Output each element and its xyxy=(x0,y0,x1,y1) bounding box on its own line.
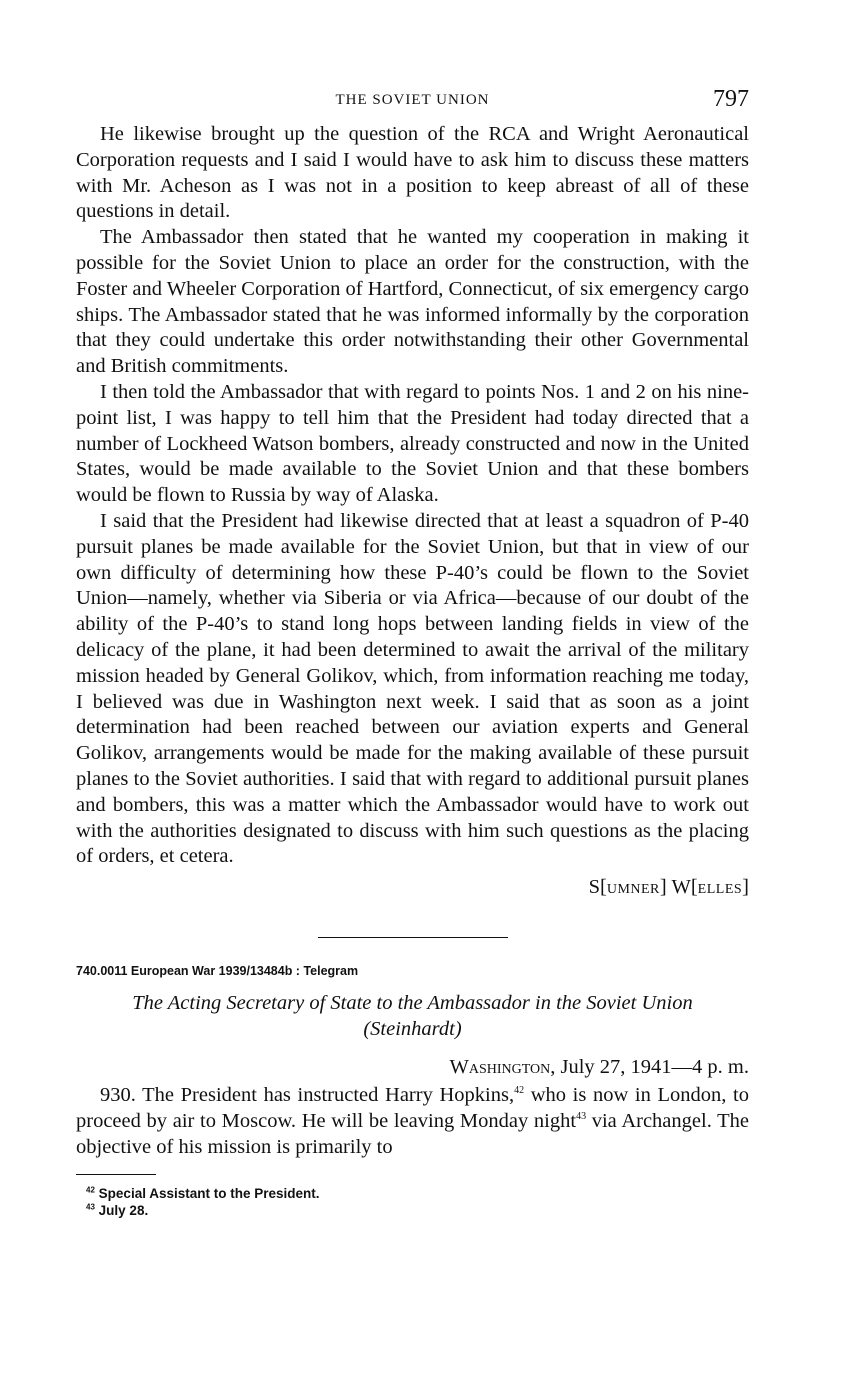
footnote-number: 42 xyxy=(86,1185,95,1195)
running-title: THE SOVIET UNION xyxy=(335,92,490,108)
signature-w-rest: ELLES xyxy=(697,882,743,898)
footnote-marker[interactable]: 43 xyxy=(576,1111,587,1123)
page-number: 797 xyxy=(713,86,749,112)
signature: S[UMNER] W[ELLES] xyxy=(588,876,749,899)
footnote-text: July 28. xyxy=(98,1203,149,1219)
footnote-text: Special Assistant to the President. xyxy=(98,1186,320,1202)
footnotes xyxy=(76,1185,749,1219)
dateline-date: July 27, 1941—4 p. m. xyxy=(560,1056,749,1079)
telegram-text: 930. The President has instructed Harry Hopkins, xyxy=(100,1084,515,1107)
dateline-place: Washington, xyxy=(449,1056,556,1079)
section-divider xyxy=(318,937,508,938)
footnote xyxy=(86,1202,749,1219)
document-title-line: The Acting Secretary of State to the Ambassador in the Soviet Union xyxy=(132,992,693,1015)
file-reference: 740.0011 European War 1939/13484b : Telegram xyxy=(76,964,359,979)
footnote-marker[interactable]: 42 xyxy=(514,1085,525,1097)
document-page xyxy=(76,86,749,1219)
document-title xyxy=(76,990,749,1042)
footnote-number: 43 xyxy=(86,1202,95,1212)
telegram-text: who is now in London, to proceed by air to Moscow. He will be leaving Monday night xyxy=(76,1084,750,1133)
paragraph: I said that the President had likewise directed that at least a squadron of P-40 pursuit planes be made available for the Soviet Union, but that in view of our own difficulty of determining how these P-40’s could be flown to the Soviet Union—namely, whether via Siberia or via Africa—because of our doubt of the ability of the P-40’s to stand long hops between landing fields in view of the delicacy of the plane, it had been determined to await the arrival of the military mission headed by General Golikov, which, from information reaching me today, I believed was due in Washington next week. I said that as soon as a joint determination had been reached between our aviation experts and General Golikov, arrangements would be made for the making available of these pursuit planes to the Soviet authorities. I said that with regard to additional pursuit planes and bombers, this was a matter which the Ambassador would have to work out with the authorities designated to discuss with him such questions as the placing of orders, et cetera. xyxy=(76,509,749,868)
running-header xyxy=(76,86,749,122)
telegram-body xyxy=(76,1082,749,1160)
paragraph: I then told the Ambassador that with regard to points Nos. 1 and 2 on his nine-point list, I was happy to tell him that the President had today directed that a number of Lockheed Watson bombers, already constructed and now in the United States, would be made available to the Soviet Union and that these bombers would be flown to Russia by way of Alaska. xyxy=(76,380,749,507)
dateline xyxy=(76,1054,749,1080)
telegram-text: via Archangel. The objective of his mission is primarily to xyxy=(76,1110,750,1159)
telegram-paragraph xyxy=(76,1082,749,1160)
footnote-divider xyxy=(76,1174,156,1175)
paragraph: The Ambassador then stated that he wanted my cooperation in making it possible for the Soviet Union to place an order for the construction, with the Foster and Wheeler Corporation of Hartford, Connecticut, of six emergency cargo ships. The Ambassador stated that he was informed informally by the corporation that they could undertake this order notwithstanding their other Governmental and British commitments. xyxy=(76,226,749,378)
body-text xyxy=(76,122,749,870)
paragraph: He likewise brought up the question of the RCA and Wright Aeronautical Corporation requests and I said I would have to ask him to discuss these matters with Mr. Acheson as I was not in a position to keep abreast of all of these questions in detail. xyxy=(76,123,749,223)
signature-w: W xyxy=(671,876,691,899)
document-title-line: (Steinhardt) xyxy=(363,1018,462,1041)
footnote xyxy=(86,1185,749,1202)
signature-s: S xyxy=(588,876,600,899)
signature-s-rest: UMNER xyxy=(606,882,660,898)
